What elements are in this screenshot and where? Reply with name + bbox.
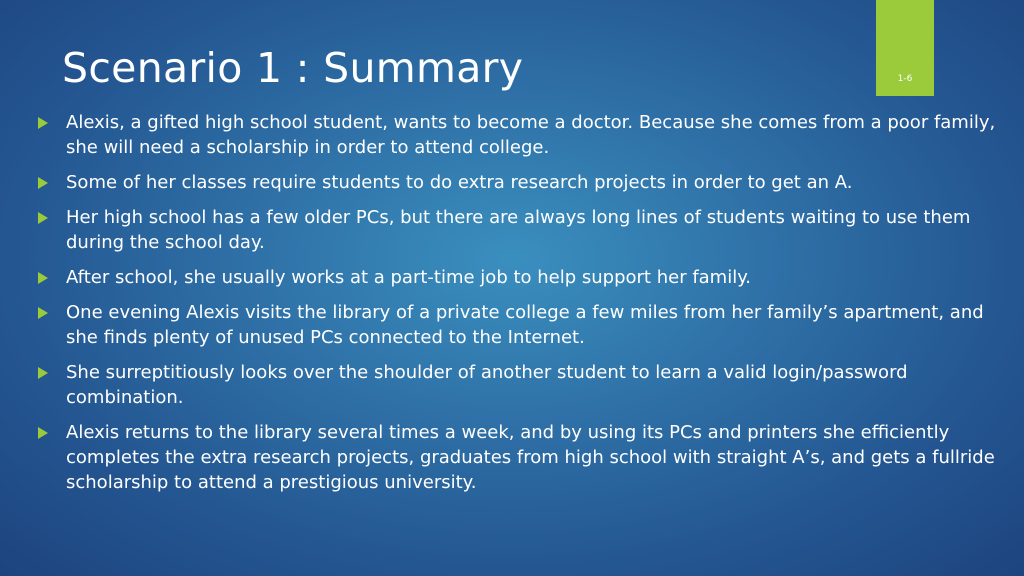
bullet-text: Some of her classes require students to do extra research projects in order to get an A. (66, 172, 853, 193)
bullet-text: One evening Alexis visits the library of a private college a few miles from her family’s apartment, and she finds plenty of unused PCs connected to the Internet. (66, 302, 984, 348)
triangle-right-icon (38, 272, 48, 284)
page-number-tab (876, 0, 934, 96)
triangle-right-icon (38, 177, 48, 189)
bullet-item (36, 420, 996, 495)
triangle-right-icon (38, 212, 48, 224)
bullet-text: She surreptitiously looks over the shoulder of another student to learn a valid login/password combination. (66, 362, 908, 408)
bullet-item (36, 360, 996, 410)
bullet-item (36, 205, 996, 255)
page-number: 1-6 (897, 74, 913, 84)
bullet-item (36, 110, 996, 160)
bullet-text: After school, she usually works at a part-time job to help support her family. (66, 267, 752, 288)
triangle-right-icon (38, 117, 48, 129)
triangle-right-icon (38, 367, 48, 379)
bullet-item (36, 300, 996, 350)
bullet-item (36, 265, 996, 290)
triangle-right-icon (38, 427, 48, 439)
bullet-item (36, 170, 996, 195)
triangle-right-icon (38, 307, 48, 319)
bullet-list (36, 110, 996, 505)
bullet-text: Her high school has a few older PCs, but there are always long lines of students waiting to use them during the school day. (66, 207, 971, 253)
bullet-text: Alexis, a gifted high school student, wants to become a doctor. Because she comes from a poor family, she will need a scholarship in order to attend college. (66, 112, 996, 158)
bullet-text: Alexis returns to the library several times a week, and by using its PCs and printers she efficiently completes the extra research projects, graduates from high school with straight A’s, and gets a fullride scholarship to attend a prestigious university. (66, 422, 995, 493)
slide-title: Scenario 1 : Summary (62, 44, 524, 92)
